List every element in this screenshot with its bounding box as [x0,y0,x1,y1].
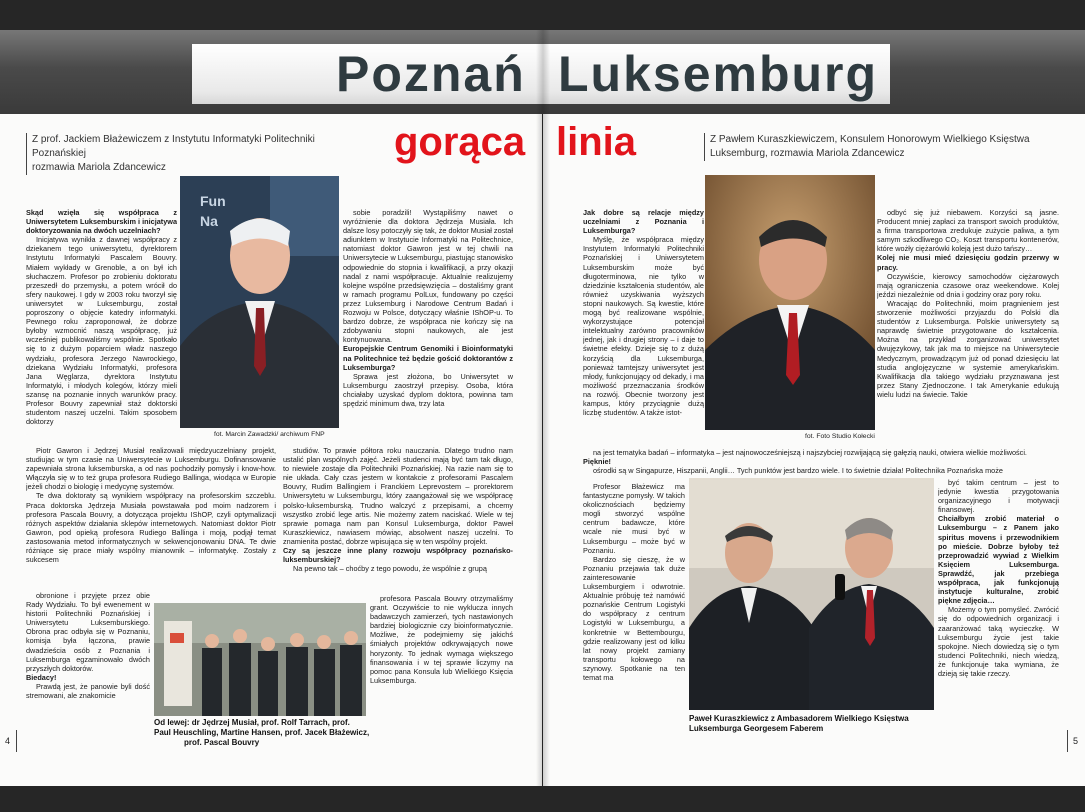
intro-left-line-2: rozmawia Mariola Zdancewicz [32,162,166,173]
right-c2-paragraph-1: odbyć się już niebawem. Korzyści są jasne. Producent mniej zapłaci za transport swoich produktów, a firma transportowa zredukuje zużycie paliwa, a tym samym szkodliwego CO₂. Koszt transportu kontenerów, które wożły ciężarówki koleją jest dużo tańszy… [877,208,1059,254]
page-number-right: 5 [1073,736,1079,746]
group-photo-left [154,603,366,716]
right-bottom-column-1 [583,482,685,726]
right-wide-paragraph-1: na jest tematyka badań – informatyka – jest najnowocześniejszą i najszybciej rozwijającą się gałęzią nauki, otwiera wielkie możliwości. [593,448,1027,457]
left-c1-question-1: Skąd wzięła się współpraca z Uniwersytetem Luksemburskim i inicjatywa doktoryzowania na dwóch uczelniach? [26,208,177,236]
page-number-left-rule [16,730,17,752]
left-b2-paragraph-1: profesora Pascala Bouvry otrzymaliśmy grant. Oczywiście to nie wyklucza innych badawczych zamierzeń, tych nastawionych bardziej biologicznie czy bioinformatycznie. Możliwe, że podejmiemy się jakichś śmiałych projektów odkrywających nowe horyzonty. To jednak wymaga większego finansowania i w tej sprawie liczymy na pomoc pana Konsula lub Wielkiego Księcia Luksemburga. [370,594,513,685]
left-bottom-column-1 [26,591,150,724]
right-caption-line-1: Paweł Kuraszkiewicz z Ambasadorem Wielkiego Księstwa [689,714,909,723]
right-c2-question-1: Kolej nie musi mieć dziesięciu godzin przerwy w pracy. [877,253,1059,272]
right-wide-column [583,448,1059,478]
title-right-word: Luksemburg [558,46,879,102]
left-column-1 [26,208,177,444]
left-wide-column-2 [283,446,513,591]
right-c2-paragraph-3: Wracając do Politechniki, moim pragnieniem jest stworzenie możliwości przyjazdu do Polski dla studentów z Luksemburga. Polskie uniwersytety są naprawdę świetnie przygotowane do kształcenia. Można na przykład zorganizować uniwersytet dwujęzykowy, tak jak ma to miejsce na Uniwersytecie Medycznym, prowadzącym już od ponad dziesięciu lat studia anglojęzyczne w systemie amerykańskim. Kwalifikacja dla takiego wydziału przyznawana jest przez Stany Zjednoczone. I tak Amerykanie edukują wielu ludzi na świecie. Takie [877,298,1059,399]
portrait-blazewicz-photo [180,176,339,428]
left-wide-paragraph-1: Piotr Gawron i Jędrzej Musiał realizowali międzyuczelniany projekt, studiując w tym czasie na Uniwersytecie w Luksemburgu. Dofinansowanie zapewniała strona luksemburska, a od nas pochodziły pomysły i know-how. Włączyła się w to też grupa profesora Rudiego Ballinga, wiodąca w Europie jeżeli chodzi o biologię i medycynę systemów. [26,446,276,492]
left-wide2-paragraph-1: studiów. To prawie półtora roku nauczania. Dlatego trudno nam ustalić plan wspólnych zajęć. Jeżeli studenci mają być tam tak długo, to niewiele zostaje dla Politechniki Poznańskiej. Na razie nam się to nie układa. Cały czas jestem w kontakcie z profesorami Pascalem Bouvry, Rudim Ballingiem i Franckiem Leprevostem – prorektorem Uniwersytetu w Luksemburgu, który zaangażował się we współpracę polsko-luksemburską. Trudno walczyć z przepisami, a chcemy wszystko zrobić lege artis. Nie możemy zatem naciskać. Wiele w tej sprawie pomaga nam pan Konsul Luksemburga, doktor Paweł Kuraszkiewicz, nawiasem mówiąc, absolwent naszej uczelni. To znamienita postać, dobrze wpisująca się w ten wspólny projekt. [283,446,513,546]
left-caption-line-3: prof. Pascal Bouvry [184,738,260,747]
right-wide-paragraph-2: ośrodki są w Singapurze, Hiszpanii, Anglii… Tych punktów jest bardzo wiele. I to świetnie działa! Politechnika Poznańska może [593,466,1003,476]
left-caption-line-1: Od lewej: dr Jędrzej Musiał, prof. Rolf Tarrach, prof. [154,718,350,727]
left-column-2 [343,208,513,452]
left-wide-paragraph-2: Te dwa doktoraty są wynikiem współpracy na profesorskim szczeblu. Praca doktorska Jędrzeja Musiała powstawała pod moim nadzorem i profesora Pascala Bouvry, a dotycząca projektu IShOP, czyli optymalizacji różnych aspektów działania sklepów internetowych. Natomiast doktor Piotr Gawron, pod opieką profesora Rudiego Ballinga i moją, podjął temat zastosowania metod informatycznych w sekwencjonowaniu DNA. Te dwie różniące się prace miały wspólny mianownik – informatykę. Zostały z sukcesem [26,491,276,565]
intro-right [704,133,1030,161]
left-c2-question-1: Europejskie Centrum Genomiki i Bioinformatyki na Politechnice też będzie gościć doktorantów z Luksemburga? [343,344,513,372]
page-number-right-rule [1067,730,1068,752]
right-wide-question: Pięknie! [583,457,611,467]
right-b2-paragraph-2: Możemy o tym pomyśleć. Zwrócić się do odpowiednich organizacji i zaaranżować taką wycieczkę. W Luksemburgu życie jest takie spokojne. Niech dowiedzą się o tym studenci Politechniki, niech wiedzą, że funkcjonuje taka wymiana, że dzieją się takie rzeczy. [938,605,1059,678]
left-b1-paragraph-1: obronione i przyjęte przez obie Rady Wydziału. To był ewenement w historii Politechniki Poznańskiej i Uniwersytetu Luksemburskiego. Obrona prac odbyła się w Poznaniu, komisja była łączona, prawie dwadzieścia osób z Poznania i Luksemburga egzaminowało dwóch przyszłych doktorów. [26,591,150,673]
left-c1-paragraph-1: Inicjatywa wynikła z dawnej współpracy z dziekanem tego uniwersytetu, dyrektorem Instytutu Informatyki Pascalem Bouvry. Miałem wykłady w Grenoble, a on był ich słuchaczem. Profesor po zrobieniu doktoratu przeszedł do przemysłu, a potem wrócił do sfery naukowej. I gdy w 2003 roku tworzył się uniwersytet w Luksemburgu, został poproszony o objęcie katedry informatyki. Pewnego roku zaproponował, że dobrze byłoby wzmocnić naszą współpracę, już wcześniej publikowaliśmy wspólnie. Spotkało się to z dużym poparciem władz naszego wydziału, profesora Jerzego Nawrockiego, dziekana Wydziału Informatyki, profesora Jana Węglarza, dyrektora Instytutu Informatyki, i młodych kolegów, którzy mieli szansę na poznanie innych warunków pracy. Profesor Bouvry zapewniał staż doktorski studentom naszej uczelni. Takim sposobem doktorzy [26,235,177,427]
right-photo-caption [689,714,939,734]
top-dark-bar [0,0,1085,30]
intro-right-line-1: Z Pawłem Kuraszkiewiczem, Konsulem Honorowym Wielkiego Księstwa [710,134,1030,145]
left-wide-column-1 [26,446,276,591]
intro-right-line-2: Luksemburg, rozmawia Mariola Zdancewicz [710,148,905,159]
right-b1-paragraph-1: Profesor Błażewicz ma fantastyczne pomysły. W takich okolicznościach będziemy mogli stworzyć wspólne centrum badawcze, które wcale nie musi być w Luksemburgu – może być w Poznaniu. [583,482,685,555]
right-bottom-column-2 [938,478,1059,726]
svg-text:Na: Na [200,213,218,229]
bottom-dark-bar [0,786,1085,812]
svg-text:Fun: Fun [200,193,226,209]
left-c2-paragraph-1: sobie poradzili! Wystąpiliśmy nawet o wyróżnienie dla doktora Jędrzeja Musiała. Ich dalsze losy potoczyły się tak, że doktor Musiał został adiunktem w Instytucie Informatyki na Politechnice, natomiast doktor Gawron jest w tej chwili na Uniwersytecie w Luksemburgu, piastując stanowisko odpowiednie do stopnia i kwalifikacji, a przy okazji nadal z nami współpracuje. Aktualnie realizujemy kolejne wspólne przedsięwzięcia – dostaliśmy grant w ramach programu PolLux, fundowany po części przez Luksemburg i Narodowe Centrum Badań i Rozwoju w Polsce, dotyczący właśnie IShOP-u. To bardzo dobrze, że współpraca nie kończy się na zdobywaniu stopni naukowych, ale jest kontynuowana. [343,208,513,345]
right-c1-question-1: Jak dobre są relacje między uczelniami z Poznania i Luksemburga? [583,208,704,236]
intro-left-line-1: Z prof. Jackiem Błażewiczem z Instytutu Informatyki Politechniki Poznańskiej [32,134,315,159]
right-c2-paragraph-2: Oczywiście, kierowcy samochodów ciężarowych mają ograniczenia czasowe oraz weekendowe. Kolej jeździ niezależnie od dnia i godziny oraz pory roku. [877,271,1059,299]
left-group-caption [154,718,376,748]
page-number-left: 4 [5,736,11,746]
left-wide2-paragraph-2: Na pewno tak – choćby z tego powodu, że wspólnie z grupą [293,564,487,574]
left-b1-paragraph-2: Prawdą jest, że panowie byli dość stremowani, ale znakomicie [26,681,150,701]
left-c2-paragraph-2: Sprawa jest złożona, bo Uniwersytet w Luksemburgu zaostrzył przepisy. Osoba, która chciałaby uzyskać dyplom doktora, powinna tam spędzić minimum dwa, trzy lata [343,371,513,408]
left-caption-line-2: Paul Heuschling, Martine Hansen, prof. Jacek Błażewicz, [154,728,370,737]
ambassador-photo [689,478,934,710]
portrait-kuraszkiewicz-photo [705,175,875,430]
right-b2-question: Chciałbym zrobić materiał o Luksemburgu – z Panem jako spiritus movens i przewodnikiem po mieście. Dobrze byłoby też przeprowadzić wywiad z Wielkim Księciem Luksemburga. Sprawdźć, jak przebiega współpraca, jak funkcjonują instytucje kulturalne, zrobić piękne zdjęcia… [938,514,1059,606]
left-b1-question: Biedacy! [26,672,57,682]
title-left-word: Poznań [336,46,526,102]
intro-left [26,133,362,175]
right-column-2 [877,208,1059,446]
right-photo-credit: fot. Foto Studio Kołecki [805,433,875,440]
right-b1-paragraph-2: Bardzo się cieszę, że w Poznaniu przejawia tak duże zainteresowanie Luksemburgiem i odwrotnie. Aktualnie próbuję też namówić poznańskie Centrum Logistyki do współpracy z centrum Logistyki w Luksemburgu, a konkretnie w Bettembourgu, gdzie realizowany jest od kilku lat nowy projekt zamiany transportu kołowego na szynowy. Spotkanie na ten temat ma [583,554,685,682]
right-caption-line-2: Luksemburga Georgesem Faberem [689,724,824,733]
hotline-word-1: gorąca [394,120,526,164]
spread-gutter [536,30,550,786]
left-bottom-column-2 [370,594,513,724]
right-column-1 [583,208,704,446]
right-b2-paragraph-1: być takim centrum – jest to jedynie kwestia przygotowania organizacyjnego i motywacji finansowej. [938,478,1059,515]
left-photo-credit: fot. Marcin Zawadzki/ archiwum FNP [214,431,325,438]
right-c1-paragraph-1: Myślę, że współpraca między Instytutem Informatyki Politechniki Poznańskiej i Uniwersytetem Luksemburskim może być długoterminowa, nie tylko w dziedzinie kształcenia studentów, ale również uzyskiwania wyższych stopni naukowych. Są kwestie, które mogą być realizowane wspólnie, wykorzystujące potencjał intelektualny zarówno pracowników jednej, jak i drugiej strony – i daje to świetne efekty. Dzieje się to z dużą korzyścią dla Luksemburga, ponieważ tamtejszy uniwersytet jest młody, funkcjonujący od dekady, i ma możliwość przeznaczania środków na rozwój. Obecnie tworzony jest kampus, który przyciągnie dużą liczbę studentów. A także istot- [583,235,704,418]
hotline-word-2: linia [556,120,637,164]
left-wide2-question: Czy są jeszcze inne plany rozwoju współpracy poznańsko-luksemburskiej? [283,546,513,565]
